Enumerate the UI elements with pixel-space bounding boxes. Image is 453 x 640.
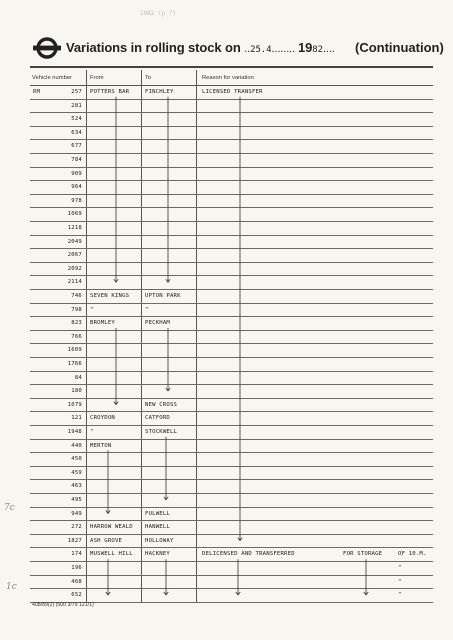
vehicle-number: 1218 — [67, 225, 82, 231]
from-garage: SEVEN KINGS — [90, 293, 130, 299]
col-from: From — [90, 75, 104, 81]
vehicle-number: 823 — [71, 320, 82, 327]
to-garage: NEW CROSS — [145, 401, 178, 408]
reason-note-2: OF 10.M. — [398, 551, 427, 558]
vehicle-number: 440 — [71, 442, 82, 449]
vehicle-number: 196 — [71, 565, 82, 571]
form-footer-code: 408/89(2) (500 3/79 121/1) — [32, 602, 94, 608]
col-to: To — [145, 75, 152, 81]
vehicle-number: 463 — [71, 483, 82, 490]
col-reason: Reason for variation — [202, 75, 254, 81]
vehicle-number: 1948 — [67, 429, 82, 435]
vehicle-number: 524 — [71, 116, 82, 123]
vehicle-number: 2067 — [67, 252, 82, 259]
from-garage: " — [90, 306, 94, 313]
title-year: 19 — [298, 40, 313, 55]
to-garage: " — [145, 306, 149, 313]
vehicle-number: 272 — [71, 524, 82, 531]
vehicle-number: 121 — [71, 415, 82, 422]
from-garage: MUSWELL HILL — [90, 551, 133, 558]
reason-note-2: " — [398, 592, 402, 599]
col-vehicle-number: Vehicle number — [32, 75, 72, 81]
vehicle-prefix: RM — [33, 89, 41, 95]
vehicle-number: 450 — [71, 456, 82, 463]
ditto-arrows — [30, 70, 433, 605]
margin-mark-2: 1c — [6, 582, 17, 592]
vehicle-number: 2049 — [67, 238, 82, 245]
margin-mark-1: 7c — [4, 503, 15, 513]
vehicle-number: 766 — [71, 333, 82, 340]
reason-text: DELICENSED AND TRANSFERRED — [202, 551, 295, 558]
reason-note-2: " — [398, 565, 402, 571]
reason-note: FOR STORAGE — [343, 551, 383, 558]
vehicle-number: 468 — [71, 578, 82, 585]
vehicle-number: 634 — [71, 129, 82, 136]
to-garage: HACKNEY — [145, 551, 170, 558]
vehicle-number: 495 — [71, 497, 82, 503]
vehicle-number: 84 — [74, 374, 82, 381]
london-transport-roundel-icon — [33, 36, 61, 60]
form-title: Variations in rolling stock on ..25.4........ 1982.... — [66, 40, 335, 55]
from-garage: ASH GROVE — [90, 537, 123, 544]
vehicle-number: 1069 — [67, 211, 82, 218]
title-date: 25.4 — [250, 45, 272, 55]
reason-text: LICENSED TRANSFER — [202, 89, 263, 95]
vehicle-number: 2114 — [67, 279, 82, 286]
vehicle-number: 1827 — [67, 537, 82, 544]
to-garage: CATFORD — [145, 415, 170, 422]
vehicle-number: 949 — [71, 510, 82, 517]
to-garage: HANWELL — [145, 524, 170, 531]
to-garage: UPTON PARK — [145, 293, 181, 299]
from-garage: " — [90, 429, 94, 435]
title-text: Variations in rolling stock on — [66, 40, 241, 55]
header-rule — [30, 66, 433, 68]
to-garage: FULWELL — [145, 510, 170, 517]
from-garage: CROYDON — [90, 415, 115, 422]
from-garage: MERTON — [90, 442, 112, 449]
from-garage: POTTERS BAR — [90, 89, 130, 95]
vehicle-number: 677 — [71, 143, 82, 150]
vehicle-number: 281 — [71, 102, 82, 109]
vehicle-number: 652 — [71, 592, 82, 599]
vehicle-number: 257 — [71, 89, 82, 95]
to-garage: HOLLOWAY — [145, 537, 174, 544]
from-garage: HARROW WEALD — [90, 524, 133, 531]
vehicle-number: 174 — [71, 551, 82, 558]
from-garage: BROMLEY — [90, 320, 115, 327]
vehicle-number: 746 — [71, 293, 82, 299]
to-garage: STOCKWELL — [145, 429, 178, 435]
vehicle-number: 798 — [71, 306, 82, 313]
to-garage: PECKHAM — [145, 320, 170, 327]
vehicle-number: 459 — [71, 469, 82, 476]
title-year-suffix: 82 — [312, 45, 323, 55]
vehicle-number: 1079 — [67, 401, 82, 408]
top-scribble: 1982 (p ?) — [140, 10, 177, 17]
vehicle-number: 180 — [71, 388, 82, 395]
vehicle-number: 909 — [71, 170, 82, 177]
reason-note-2: " — [398, 578, 402, 585]
to-garage: FINCHLEY — [145, 89, 174, 95]
vehicle-number: 1766 — [67, 361, 82, 367]
vehicle-number: 978 — [71, 197, 82, 204]
vehicle-number: 1609 — [67, 347, 82, 354]
continuation-label: (Continuation) — [355, 40, 444, 55]
vehicle-number: 784 — [71, 157, 82, 163]
vehicle-number: 964 — [71, 184, 82, 191]
vehicle-number: 2092 — [67, 265, 82, 272]
